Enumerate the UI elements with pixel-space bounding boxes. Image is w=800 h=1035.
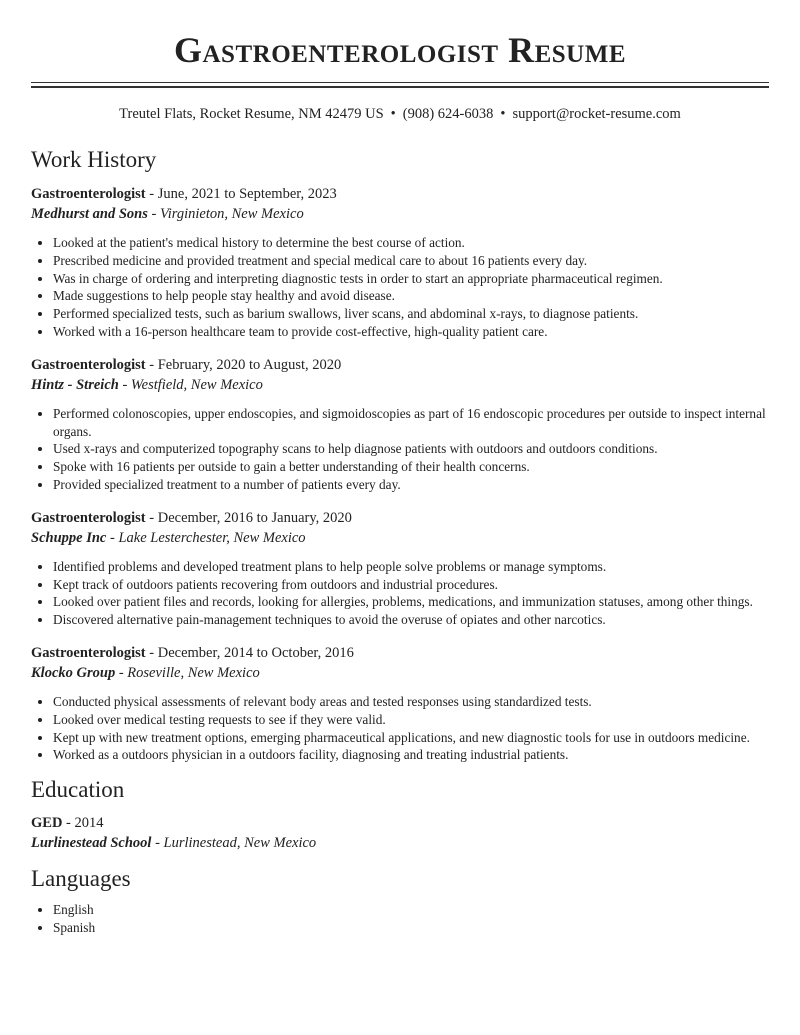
employer-location: Roseville, New Mexico (127, 664, 260, 681)
contact-email: support@rocket-resume.com (512, 106, 681, 122)
job-entry (31, 356, 769, 494)
dash: - (149, 186, 155, 202)
employer-location: Lake Lesterchester, New Mexico (118, 529, 306, 546)
languages-heading: Languages (31, 866, 131, 892)
page-title: Gastroenterologist Resume (174, 30, 626, 70)
contact-line (31, 105, 769, 123)
title-divider (31, 82, 769, 88)
list-item: • Performed colonoscopies, upper endoscopies, and sigmoidoscopies as part of 16 endoscopic procedures per outside to inspect internal organs. (53, 405, 769, 441)
list-item: • Was in charge of ordering and interpreting diagnostic tests in order to start an appropriate pharmaceutical regimen. (53, 270, 769, 288)
list-item: • Made suggestions to help people stay healthy and avoid disease. (53, 287, 769, 305)
dash: - (149, 509, 155, 526)
degree-line (31, 814, 769, 833)
job-dates: June, 2021 to September, 2023 (157, 186, 337, 202)
contact-phone: (908) 624-6038 (402, 106, 494, 122)
list-item: • Kept track of outdoors patients recovering from outdoors and industrial procedures. (53, 576, 769, 594)
list-item: • Looked over patient files and records, looking for allergies, problems, medications, and immunization statuses, among other things. (53, 593, 769, 611)
dash: - (118, 664, 124, 681)
job-dates: December, 2014 to October, 2016 (157, 644, 354, 661)
job-title-line (31, 185, 769, 204)
employer-name: Schuppe Inc (31, 529, 107, 546)
employer-name: Hintz - Streich (31, 376, 119, 393)
contact-separator: • (390, 106, 396, 122)
job-duties (31, 405, 769, 494)
employer-line (31, 529, 769, 548)
job-title-line (31, 644, 769, 663)
list-item: • Performed specialized tests, such as barium swallows, liver scans, and abdominal x-rays, to diagnose patients. (53, 305, 769, 323)
contact-address: Treutel Flats, Rocket Resume, NM 42479 US (119, 106, 384, 122)
school-line (31, 834, 769, 853)
list-item: • Looked over medical testing requests to see if they were valid. (53, 711, 769, 729)
education-entry (31, 814, 769, 853)
job-duties (31, 558, 769, 629)
list-item: • Identified problems and developed treatment plans to help people solve problems or manage symptoms. (53, 558, 769, 576)
employer-line (31, 205, 769, 224)
work-history-heading: Work History (31, 147, 157, 172)
job-entry (31, 644, 769, 764)
dash: - (122, 376, 128, 393)
list-item: • Kept up with new treatment options, emerging pharmaceutical applications, and new diagnostic tools for use in outdoors medicine. (53, 729, 769, 747)
school-name: Lurlinestead School (31, 835, 152, 852)
list-item: • Worked with a 16-person healthcare team to provide cost-effective, high-quality patient care. (53, 323, 769, 341)
degree: GED (31, 815, 63, 832)
job-dates: December, 2016 to January, 2020 (157, 509, 352, 526)
job-duties (31, 693, 769, 764)
job-title: Gastroenterologist (31, 509, 146, 526)
school-location: Lurlinestead, New Mexico (163, 835, 317, 852)
job-entry (31, 509, 769, 629)
job-entry (31, 185, 769, 341)
languages-list (31, 901, 769, 937)
employer-line (31, 376, 769, 395)
employer-name: Medhurst and Sons (31, 206, 148, 222)
employer-line (31, 664, 769, 683)
job-title: Gastroenterologist (31, 186, 146, 202)
list-item: • Provided specialized treatment to a number of patients every day. (53, 476, 769, 494)
contact-separator: • (500, 106, 506, 122)
job-title-line (31, 356, 769, 375)
list-item: • English (53, 901, 769, 919)
job-title: Gastroenterologist (31, 644, 146, 661)
job-title: Gastroenterologist (31, 356, 146, 373)
education-year: 2014 (74, 815, 104, 832)
job-title-line (31, 509, 769, 528)
dash: - (149, 644, 155, 661)
list-item: • Spanish (53, 919, 769, 937)
dash: - (66, 815, 71, 832)
dash: - (149, 356, 155, 373)
employer-location: Westfield, New Mexico (130, 376, 263, 393)
job-duties (31, 234, 769, 341)
list-item: • Prescribed medicine and provided treatment and special medical care to about 16 patients every day. (53, 252, 769, 270)
dash: - (155, 835, 160, 852)
dash: - (151, 206, 157, 222)
list-item: • Conducted physical assessments of relevant body areas and tested responses using standardized tests. (53, 693, 769, 711)
list-item: • Looked at the patient's medical history to determine the best course of action. (53, 234, 769, 252)
list-item: • Spoke with 16 patients per outside to gain a better understanding of their health concerns. (53, 458, 769, 476)
employer-name: Klocko Group (31, 664, 116, 681)
list-item: • Used x-rays and computerized topography scans to help diagnose patients with outdoors and outdoors conditions. (53, 440, 769, 458)
employer-location: Virginieton, New Mexico (159, 206, 304, 222)
list-item: • Discovered alternative pain-management techniques to avoid the overuse of opiates and other narcotics. (53, 611, 769, 629)
education-heading: Education (31, 777, 125, 803)
job-dates: February, 2020 to August, 2020 (157, 356, 342, 373)
list-item: • Worked as a outdoors physician in a outdoors facility, diagnosing and treating industrial patients. (53, 746, 769, 764)
dash: - (109, 529, 115, 546)
